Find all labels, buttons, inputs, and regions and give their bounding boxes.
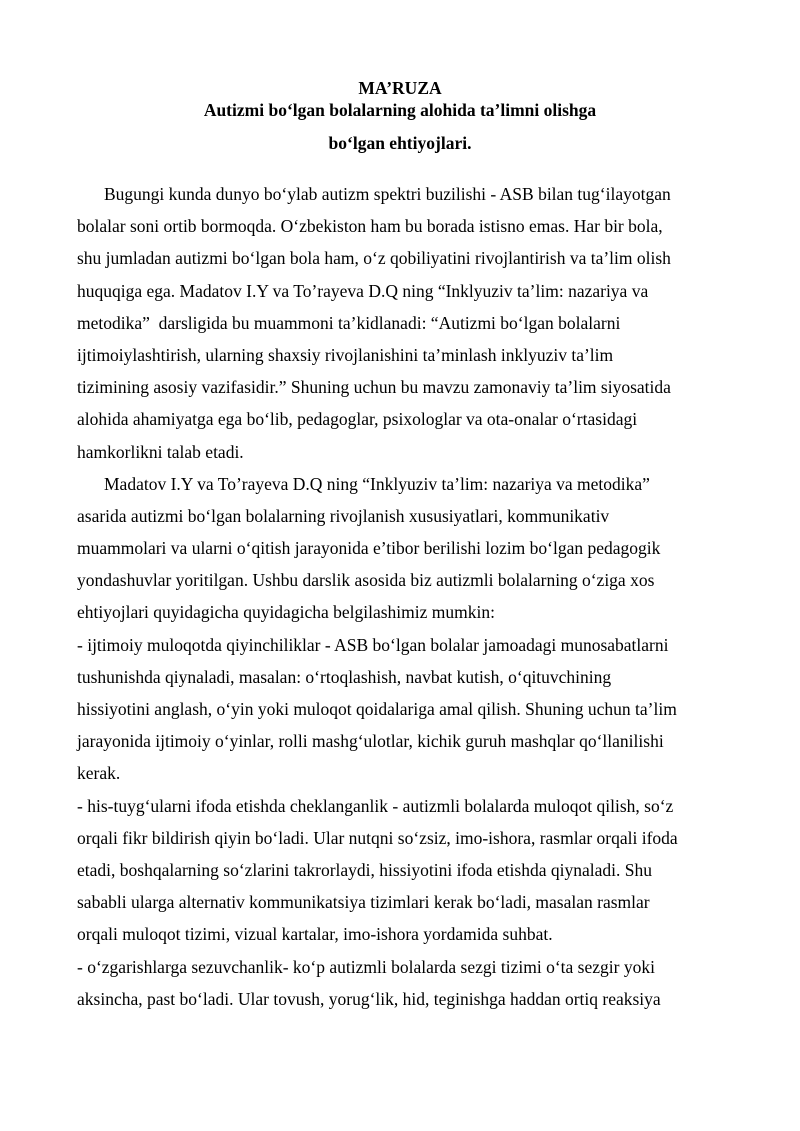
- list-item-line: - his-tuyg‘ularni ifoda etishda cheklanganlik - autizmli bolalarda muloqot qilish, so‘z: [77, 795, 674, 816]
- list-item-line: orqali fikr bildirish qiyin bo‘ladi. Ular nutqni so‘zsiz, imo-ishora, rasmlar orqali ifoda: [77, 827, 678, 848]
- paragraph-line: shu jumladan autizmi bo‘lgan bola ham, o‘z qobiliyatini rivojlantirish va ta’lim olish: [77, 248, 671, 269]
- paragraph-line: hamkorlikni talab etadi.: [77, 441, 244, 462]
- paragraph-line: huquqiga ega. Madatov I.Y va To’rayeva D.Q ning “Inklyuziv ta’lim: nazariya va: [77, 280, 649, 301]
- paragraph-line: alohida ahamiyatga ega bo‘lib, pedagoglar, psixologlar va ota-onalar o‘rtasidagi: [77, 409, 638, 430]
- paragraph-line: muammolari va ularni o‘qitish jarayonida e’tibor berilishi lozim bo‘lgan pedagogik: [77, 538, 661, 559]
- paragraph-line: ijtimoiylashtirish, ularning shaxsiy rivojlanishini ta’minlash inklyuziv ta’lim: [77, 344, 614, 365]
- paragraph-line: Madatov I.Y va To’rayeva D.Q ning “Inklyuziv ta’lim: nazariya va metodika”: [104, 473, 650, 494]
- list-item-line: - ijtimoiy muloqotda qiyinchiliklar - ASB bo‘lgan bolalar jamoadagi munosabatlarni: [77, 634, 669, 655]
- list-item-line: - o‘zgarishlarga sezuvchanlik- ko‘p autizmli bolalarda sezgi tizimi o‘ta sezgir yoki: [77, 956, 655, 977]
- paragraph-line: asarida autizmi bo‘lgan bolalarning rivojlanish xususiyatlari, kommunikativ: [77, 505, 610, 526]
- paragraph-line: Bugungi kunda dunyo bo‘ylab autizm spektri buzilishi - ASB bilan tug‘ilayotgan: [104, 184, 671, 204]
- list-item-line: tushunishda qiynaladi, masalan: o‘rtoqlashish, navbat kutish, o‘qituvchining: [77, 666, 612, 687]
- document-title: MA’RUZA: [358, 78, 442, 98]
- paragraph-line: tizimining asosiy vazifasidir.” Shuning uchun bu mavzu zamonaviy ta’lim siyosatida: [77, 377, 671, 398]
- document-body: [77, 178, 737, 1015]
- list-item-line: kerak.: [77, 763, 121, 784]
- document-subtitle-line-1: Autizmi bo‘lgan bolalarning alohida ta’limni olishga: [203, 100, 597, 120]
- paragraph-line: yondashuvlar yoritilgan. Ushbu darslik asosida biz autizmli bolalarning o‘ziga xos: [77, 570, 655, 591]
- list-item-line: jarayonida ijtimoiy o‘yinlar, rolli mashg‘ulotlar, kichik guruh mashqlar qo‘llanilishi: [77, 731, 664, 752]
- list-item-line: sababli ularga alternativ kommunikatsiya tizimlari kerak bo‘ladi, masalan rasmlar: [77, 892, 650, 913]
- list-item-line: etadi, boshqalarning so‘zlarini takrorlaydi, hissiyotini ifoda etishda qiynaladi. Shu: [77, 859, 652, 880]
- list-item-line: orqali muloqot tizimi, vizual kartalar, imo-ishora yordamida suhbat.: [77, 924, 553, 945]
- list-item-line: aksincha, past bo‘ladi. Ular tovush, yorug‘lik, hid, teginishga haddan ortiq reaksiya: [77, 988, 661, 1009]
- list-item-line: hissiyotini anglash, o‘yin yoki muloqot qoidalariga amal qilish. Shuning uchun ta’lim: [77, 699, 677, 719]
- paragraph-line: metodika” darsligida bu muammoni ta’kidlanadi: “Autizmi bo‘lgan bolalarni: [77, 312, 621, 333]
- paragraph-line: bolalar soni ortib bormoqda. O‘zbekiston ham bu borada istisno emas. Har bir bola,: [77, 216, 663, 237]
- paragraph-line: ehtiyojlari quyidagicha quyidagicha belgilashimiz mumkin:: [77, 602, 495, 623]
- document-subtitle-line-2: bo‘lgan ehtiyojlari.: [328, 133, 472, 153]
